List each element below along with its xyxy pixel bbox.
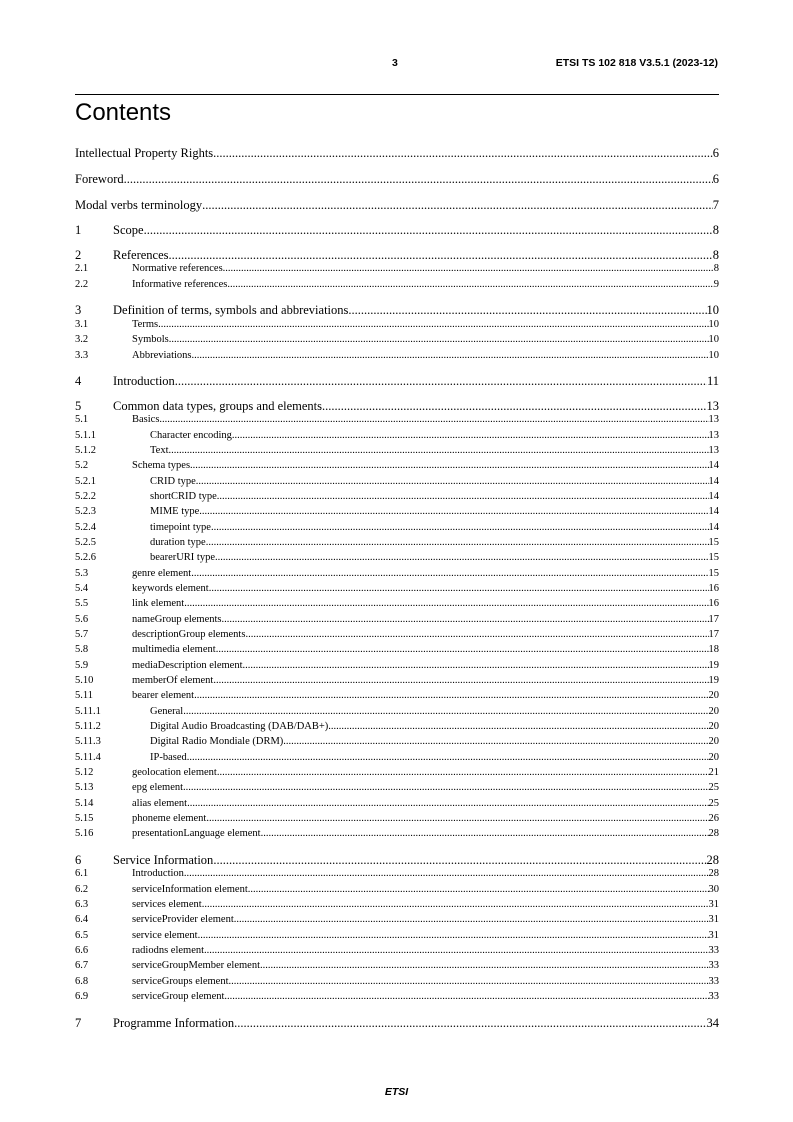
toc-entry[interactable]	[75, 829, 719, 840]
toc-entry-page: 16	[708, 598, 719, 609]
toc-entry[interactable]	[75, 492, 719, 503]
toc-entry[interactable]	[75, 722, 719, 733]
toc-entry-title: Digital Radio Mondiale (DRM)	[150, 736, 284, 747]
toc-entry-page: 8	[712, 223, 719, 237]
toc-entry[interactable]	[75, 446, 719, 457]
toc-entry-page: 9	[713, 279, 719, 290]
toc-entry-number: 3.1	[75, 319, 89, 330]
toc-entry[interactable]	[75, 304, 719, 317]
toc-dot-leader	[202, 900, 709, 911]
toc-entry[interactable]	[75, 335, 719, 346]
toc-entry-title: services element	[132, 899, 202, 910]
toc-entry-number: 5.15	[75, 813, 94, 824]
header-rule	[75, 94, 719, 95]
toc-entry-number: 2	[75, 248, 82, 262]
toc-entry[interactable]	[75, 799, 719, 810]
toc-entry-title: Intellectual Property Rights	[75, 146, 214, 160]
toc-dot-leader	[183, 707, 708, 718]
toc-entry-title: serviceInformation element	[132, 884, 248, 895]
toc-entry[interactable]	[75, 645, 719, 656]
toc-entry[interactable]	[75, 351, 719, 362]
toc-entry[interactable]	[75, 431, 719, 442]
toc-entry-page: 6	[712, 172, 719, 186]
toc-entry-page: 28	[708, 868, 719, 879]
toc-entry-page: 20	[708, 721, 719, 732]
toc-entry[interactable]	[75, 630, 719, 641]
toc-entry[interactable]	[75, 264, 719, 275]
toc-entry-title: bearerURI type	[150, 552, 216, 563]
toc-entry-page: 26	[708, 813, 719, 824]
toc-entry[interactable]	[75, 854, 719, 867]
toc-dot-leader	[196, 477, 709, 488]
toc-entry-title: Informative references	[132, 279, 228, 290]
toc-entry-number: 4	[75, 374, 82, 388]
toc-entry[interactable]	[75, 173, 719, 186]
toc-entry-number: 5.16	[75, 828, 94, 839]
page-title: Contents	[75, 99, 172, 126]
toc-dot-leader	[232, 431, 709, 442]
toc-dot-leader	[202, 199, 713, 212]
toc-entry-title: Service Information	[113, 853, 214, 867]
toc-entry-title: Basics	[132, 414, 160, 425]
toc-entry-page: 31	[708, 899, 719, 910]
toc-dot-leader	[158, 320, 708, 331]
toc-dot-leader	[248, 885, 709, 896]
toc-entry-title: geolocation element	[132, 767, 217, 778]
toc-entry-page: 11	[706, 374, 719, 388]
toc-dot-leader	[243, 661, 709, 672]
toc-entry-title: nameGroup elements	[132, 614, 222, 625]
toc-entry-page: 14	[708, 522, 719, 533]
toc-entry-page: 17	[708, 629, 719, 640]
toc-entry-title: duration type	[150, 537, 206, 548]
toc-entry-title: MIME type	[150, 506, 200, 517]
toc-entry-page: 13	[708, 445, 719, 456]
toc-entry[interactable]	[75, 707, 719, 718]
toc-entry-number: 6.2	[75, 884, 89, 895]
toc-dot-leader	[159, 415, 708, 426]
toc-entry-page: 19	[708, 660, 719, 671]
toc-dot-leader	[124, 173, 713, 186]
toc-entry-title: Modal verbs terminology	[75, 198, 203, 212]
toc-entry-title: Terms	[132, 319, 159, 330]
toc-entry-number: 5.1.2	[75, 445, 96, 456]
toc-dot-leader	[245, 630, 708, 641]
toc-entry-title: Scope	[113, 223, 144, 237]
toc-entry-title: epg element	[132, 782, 184, 793]
toc-entry-title: Abbreviations	[132, 350, 192, 361]
toc-entry-title: General	[150, 706, 184, 717]
toc-entry-page: 20	[708, 706, 719, 717]
toc-dot-leader	[283, 737, 708, 748]
toc-entry-number: 5.6	[75, 614, 89, 625]
toc-entry-number: 6.6	[75, 945, 89, 956]
toc-entry[interactable]	[75, 280, 719, 291]
toc-dot-leader	[175, 375, 707, 388]
toc-entry-number: 5.11.2	[75, 721, 101, 732]
toc-dot-leader	[211, 523, 709, 534]
toc-entry-number: 6.7	[75, 960, 89, 971]
toc-entry-number: 2.2	[75, 279, 89, 290]
toc-entry[interactable]	[75, 885, 719, 896]
toc-entry-title: Programme Information	[113, 1016, 235, 1030]
toc-entry-page: 33	[708, 945, 719, 956]
page-number: 3	[392, 57, 398, 69]
toc-entry-title: shortCRID type	[150, 491, 217, 502]
toc-entry[interactable]	[75, 375, 719, 388]
toc-dot-leader	[260, 961, 709, 972]
toc-entry[interactable]	[75, 753, 719, 764]
toc-entry[interactable]	[75, 553, 719, 564]
toc-entry-title: descriptionGroup elements	[132, 629, 246, 640]
toc-entry-number: 5.2.4	[75, 522, 96, 533]
toc-dot-leader	[328, 722, 708, 733]
toc-dot-leader	[169, 446, 709, 457]
toc-dot-leader	[222, 615, 709, 626]
toc-dot-leader	[183, 783, 708, 794]
toc-dot-leader	[204, 946, 708, 957]
toc-entry-title: Schema types	[132, 460, 191, 471]
toc-entry-number: 5.14	[75, 798, 94, 809]
toc-dot-leader	[229, 977, 709, 988]
toc-entry[interactable]	[75, 661, 719, 672]
toc-dot-leader	[206, 814, 708, 825]
toc-entry-number: 6.1	[75, 868, 89, 879]
toc-dot-leader	[184, 869, 709, 880]
toc-entry-title: Character encoding	[150, 430, 232, 441]
toc-entry-title: radiodns element	[132, 945, 205, 956]
toc-entry-page: 20	[708, 736, 719, 747]
toc-dot-leader	[216, 645, 709, 656]
toc-entry-title: mediaDescription element	[132, 660, 243, 671]
toc-entry-page: 17	[708, 614, 719, 625]
toc-entry-page: 34	[706, 1016, 719, 1030]
toc-dot-leader	[223, 264, 714, 275]
toc-entry-number: 5.2.2	[75, 491, 96, 502]
toc-entry[interactable]	[75, 783, 719, 794]
toc-dot-leader	[194, 691, 708, 702]
toc-entry-title: serviceProvider element	[132, 914, 234, 925]
toc-entry-title: presentationLanguage element	[132, 828, 261, 839]
toc-entry-page: 33	[708, 991, 719, 1002]
toc-entry-page: 19	[708, 675, 719, 686]
toc-entry[interactable]	[75, 320, 719, 331]
toc-entry-page: 14	[708, 506, 719, 517]
toc-dot-leader	[190, 461, 708, 472]
toc-entry-number: 5.2.6	[75, 552, 96, 563]
toc-entry[interactable]	[75, 569, 719, 580]
toc-entry[interactable]	[75, 507, 719, 518]
toc-dot-leader	[348, 304, 706, 317]
toc-entry[interactable]	[75, 1017, 719, 1030]
toc-entry-page: 13	[708, 414, 719, 425]
toc-entry-page: 15	[708, 537, 719, 548]
toc-entry-number: 5.2.5	[75, 537, 96, 548]
toc-entry[interactable]	[75, 400, 719, 413]
toc-entry[interactable]	[75, 224, 719, 237]
toc-entry-title: multimedia element	[132, 644, 216, 655]
toc-entry-number: 5.3	[75, 568, 89, 579]
toc-entry-page: 14	[708, 460, 719, 471]
toc-entry-number: 5.11.1	[75, 706, 101, 717]
toc-entry-title: link element	[132, 598, 185, 609]
toc-entry-number: 5.13	[75, 782, 94, 793]
toc-dot-leader	[217, 768, 709, 779]
toc-entry-number: 3	[75, 303, 82, 317]
toc-entry-page: 31	[708, 914, 719, 925]
toc-entry-title: CRID type	[150, 476, 196, 487]
toc-entry-number: 5.10	[75, 675, 94, 686]
toc-entry[interactable]	[75, 461, 719, 472]
toc-entry[interactable]	[75, 768, 719, 779]
toc-dot-leader	[234, 915, 709, 926]
toc-entry-title: Symbols	[132, 334, 169, 345]
toc-entry-number: 5.7	[75, 629, 89, 640]
toc-entry-number: 6.4	[75, 914, 89, 925]
footer-etsi: ETSI	[384, 1086, 409, 1098]
toc-dot-leader	[187, 753, 709, 764]
toc-entry[interactable]	[75, 737, 719, 748]
toc-entry-number: 5.11.4	[75, 752, 101, 763]
toc-entry-number: 6.9	[75, 991, 89, 1002]
toc-entry-page: 6	[712, 146, 719, 160]
toc-entry[interactable]	[75, 415, 719, 426]
toc-entry-title: Definition of terms, symbols and abbreviations	[113, 303, 349, 317]
toc-entry-page: 31	[708, 930, 719, 941]
toc-entry-page: 14	[708, 476, 719, 487]
toc-entry[interactable]	[75, 538, 719, 549]
toc-entry-number: 3.3	[75, 350, 89, 361]
toc-dot-leader	[261, 829, 709, 840]
toc-entry[interactable]	[75, 199, 719, 212]
toc-entry-number: 6.5	[75, 930, 89, 941]
toc-entry-page: 10	[708, 319, 719, 330]
toc-entry-title: Introduction	[132, 868, 184, 879]
toc-entry[interactable]	[75, 676, 719, 687]
toc-entry-page: 28	[708, 828, 719, 839]
toc-entry[interactable]	[75, 615, 719, 626]
toc-dot-leader	[191, 569, 708, 580]
toc-entry-title: serviceGroup element	[132, 991, 225, 1002]
toc-entry-page: 13	[706, 399, 719, 413]
toc-entry-title: Digital Audio Broadcasting (DAB/DAB+)	[150, 721, 329, 732]
toc-dot-leader	[198, 931, 709, 942]
toc-entry-number: 5.8	[75, 644, 89, 655]
toc-entry-number: 6	[75, 853, 82, 867]
toc-entry[interactable]	[75, 961, 719, 972]
toc-dot-leader	[187, 799, 708, 810]
toc-entry-title: timepoint type	[150, 522, 211, 533]
toc-entry[interactable]	[75, 946, 719, 957]
toc-entry-page: 33	[708, 960, 719, 971]
toc-entry[interactable]	[75, 869, 719, 880]
toc-entry-number: 5.9	[75, 660, 89, 671]
toc-entry[interactable]	[75, 900, 719, 911]
toc-entry-number: 5	[75, 399, 82, 413]
toc-dot-leader	[209, 584, 709, 595]
toc-dot-leader	[184, 599, 708, 610]
toc-entry-page: 25	[708, 798, 719, 809]
toc-dot-leader	[199, 507, 708, 518]
toc-dot-leader	[215, 553, 708, 564]
toc-dot-leader	[322, 400, 707, 413]
toc-dot-leader	[213, 854, 706, 867]
toc-entry-title: serviceGroups element	[132, 976, 229, 987]
toc-entry-title: genre element	[132, 568, 192, 579]
toc-entry-page: 8	[713, 263, 719, 274]
toc-dot-leader	[213, 676, 708, 687]
toc-entry-page: 7	[712, 198, 719, 212]
toc-dot-leader	[217, 492, 709, 503]
toc-entry-number: 7	[75, 1016, 82, 1030]
toc-dot-leader	[224, 992, 708, 1003]
toc-entry-number: 5.1	[75, 414, 89, 425]
toc-dot-leader	[206, 538, 709, 549]
toc-dot-leader	[227, 280, 713, 291]
toc-entry-title: Normative references	[132, 263, 223, 274]
toc-entry[interactable]	[75, 814, 719, 825]
toc-entry[interactable]	[75, 523, 719, 534]
toc-entry-number: 5.11	[75, 690, 93, 701]
toc-entry-page: 21	[708, 767, 719, 778]
toc-entry-page: 15	[708, 568, 719, 579]
toc-entry[interactable]	[75, 915, 719, 926]
toc-entry-number: 1	[75, 223, 82, 237]
toc-entry-title: Text	[150, 445, 169, 456]
toc-entry-page: 14	[708, 491, 719, 502]
toc-entry-page: 13	[708, 430, 719, 441]
toc-entry-page: 25	[708, 782, 719, 793]
document-reference: ETSI TS 102 818 V3.5.1 (2023-12)	[555, 57, 718, 69]
toc-entry-number: 5.2.3	[75, 506, 96, 517]
toc-dot-leader	[169, 335, 709, 346]
toc-entry-page: 16	[708, 583, 719, 594]
toc-entry[interactable]	[75, 249, 719, 262]
toc-entry-title: phoneme element	[132, 813, 207, 824]
toc-dot-leader	[192, 351, 709, 362]
toc-entry-title: Introduction	[113, 374, 175, 388]
toc-entry-number: 5.2	[75, 460, 89, 471]
toc-entry-title: IP-based	[150, 752, 187, 763]
toc-entry-title: keywords element	[132, 583, 209, 594]
toc-entry[interactable]	[75, 931, 719, 942]
toc-entry-title: alias element	[132, 798, 188, 809]
toc-entry[interactable]	[75, 977, 719, 988]
toc-entry-page: 30	[708, 884, 719, 895]
toc-entry-title: References	[113, 248, 169, 262]
toc-entry-number: 5.5	[75, 598, 89, 609]
toc-entry-page: 15	[708, 552, 719, 563]
toc-entry-page: 20	[708, 752, 719, 763]
toc-entry-page: 28	[706, 853, 719, 867]
toc-entry-number: 6.8	[75, 976, 89, 987]
toc-entry[interactable]	[75, 992, 719, 1003]
toc-entry-number: 5.1.1	[75, 430, 96, 441]
toc-entry-number: 2.1	[75, 263, 89, 274]
toc-entry-page: 8	[712, 248, 719, 262]
toc-dot-leader	[213, 147, 713, 160]
toc-dot-leader	[234, 1017, 706, 1030]
toc-entry-title: Foreword	[75, 172, 124, 186]
toc-entry-number: 5.4	[75, 583, 89, 594]
toc-entry-title: memberOf element	[132, 675, 214, 686]
toc-entry-number: 6.3	[75, 899, 89, 910]
toc-entry[interactable]	[75, 691, 719, 702]
toc-entry[interactable]	[75, 477, 719, 488]
toc-entry-number: 5.2.1	[75, 476, 96, 487]
toc-entry-page: 20	[708, 690, 719, 701]
toc-entry-page: 10	[706, 303, 719, 317]
toc-entry-page: 18	[708, 644, 719, 655]
toc-entry[interactable]	[75, 147, 719, 160]
toc-dot-leader	[169, 249, 713, 262]
toc-entry-page: 33	[708, 976, 719, 987]
toc-entry-page: 10	[708, 350, 719, 361]
toc-entry[interactable]	[75, 584, 719, 595]
toc-entry-title: bearer element	[132, 690, 195, 701]
toc-entry-page: 10	[708, 334, 719, 345]
toc-entry-number: 5.11.3	[75, 736, 101, 747]
toc-entry-title: Common data types, groups and elements	[113, 399, 322, 413]
toc-entry-number: 3.2	[75, 334, 89, 345]
toc-entry-title: serviceGroupMember element	[132, 960, 260, 971]
toc-entry-number: 5.12	[75, 767, 94, 778]
toc-entry[interactable]	[75, 599, 719, 610]
toc-dot-leader	[144, 224, 713, 237]
toc-entry-title: service element	[132, 930, 198, 941]
